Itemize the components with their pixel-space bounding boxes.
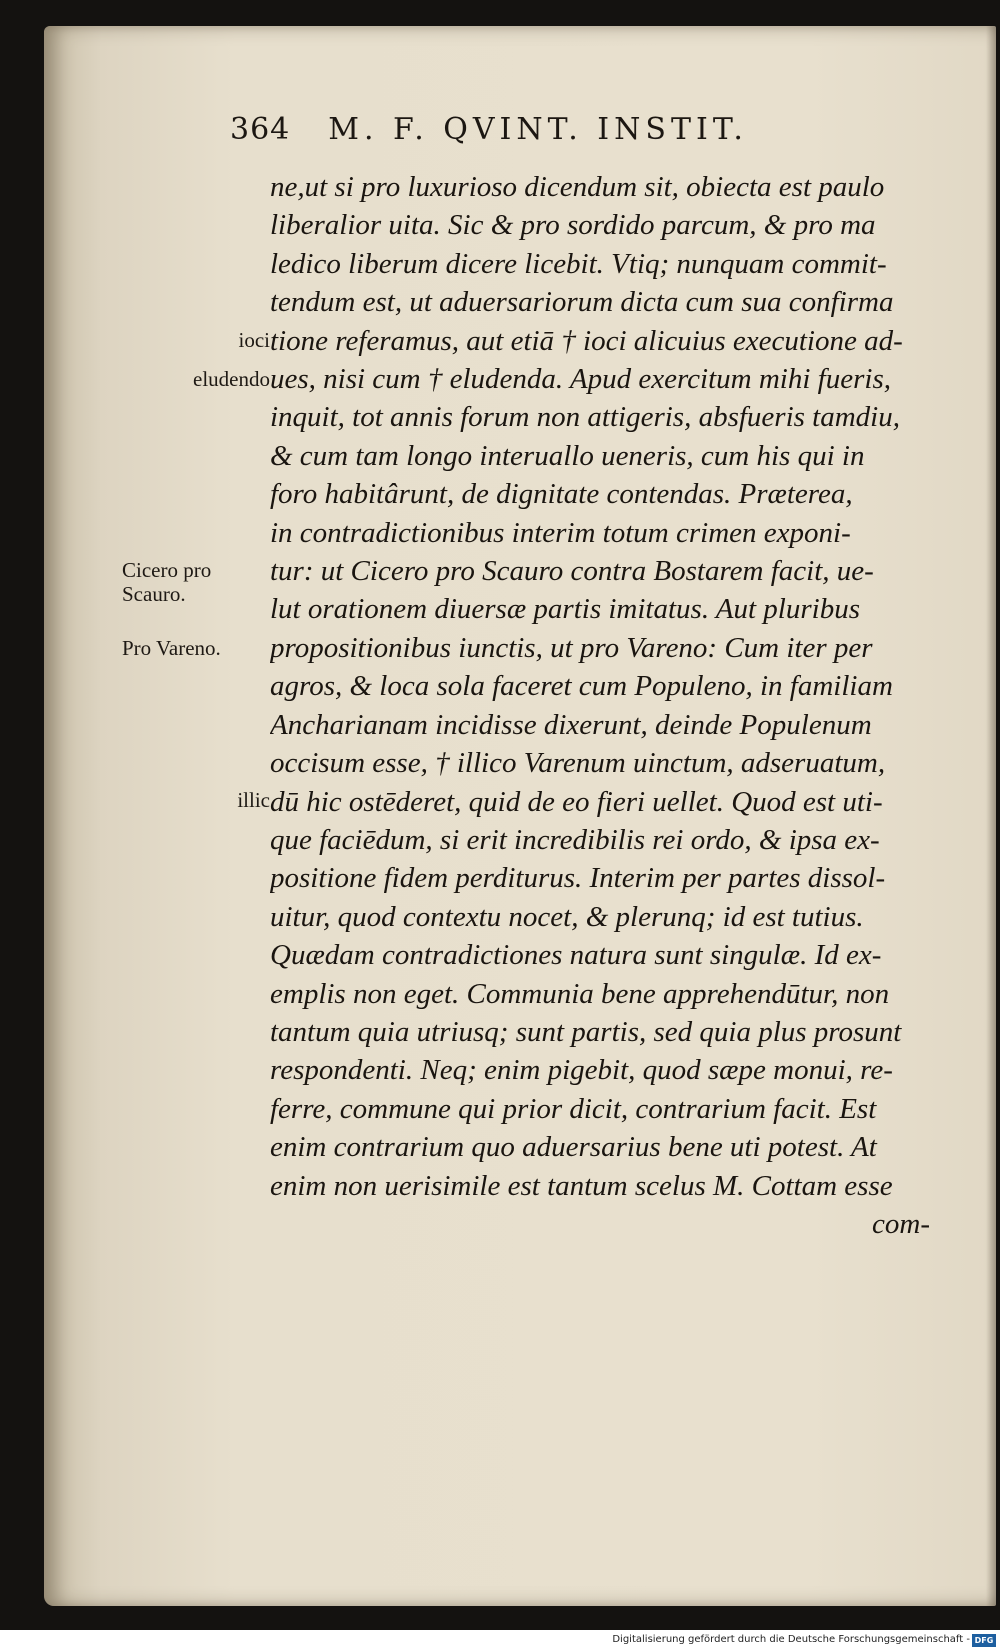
text-line: emplis non eget. Communia bene apprehendūtur, non	[270, 977, 890, 1010]
text-line: propositionibus iunctis, ut pro Vareno: Cum iter per	[270, 631, 873, 664]
page-edge-shadow	[986, 26, 996, 1606]
page-number: 364	[230, 112, 291, 147]
catchword: com-	[872, 1207, 930, 1240]
funding-credit: Digitalisierung gefördert durch die Deutsche Forschungsgemeinschaft -	[612, 1634, 970, 1645]
text-line: & cum tam longo interuallo ueneris, cum his qui in	[270, 439, 865, 472]
running-header	[230, 112, 880, 147]
text-line: Quædam contradictiones natura sunt singulæ. Id ex-	[270, 939, 882, 972]
text-line: lut orationem diuersæ partis imitatus. Aut pluribus	[270, 593, 860, 626]
text-line: ferre, commune qui prior dicit, contrarium facit. Est	[270, 1092, 877, 1125]
text-line: occisum esse, † illico Varenum uinctum, adseruatum,	[270, 747, 886, 780]
margin-note-ioci: ioci	[238, 328, 270, 352]
text-line: dū hic ostēderet, quid de eo fieri uellet. Quod est uti-	[270, 785, 883, 818]
text-line: ledico liberum dicere licebit. Vtiq; nunquam commit-	[270, 247, 887, 280]
text-line: positione fidem perditurus. Interim per partes dissol-	[270, 862, 886, 895]
body-text	[270, 168, 930, 1243]
margin-note-pro-vareno: Pro Vareno.	[122, 636, 221, 660]
text-line: tantum quia utriusq; sunt partis, sed quia plus prosunt	[270, 1015, 902, 1048]
digitization-footer	[0, 1630, 1000, 1651]
text-line: tendum est, ut aduersariorum dicta cum sua confirma	[270, 286, 894, 319]
text-line: in contradictionibus interim totum crimen exponi-	[270, 516, 851, 549]
text-line: foro habitârunt, de dignitate contendas. Præterea,	[270, 478, 853, 511]
text-line: enim non uerisimile est tantum scelus M. Cottam esse	[270, 1169, 893, 1202]
margin-note-eludendo: eludendo	[193, 367, 270, 391]
text-line: tur: ut Cicero pro Scauro contra Bostarem facit, ue-	[270, 555, 874, 588]
running-title: M. F. QVINT. INSTIT.	[328, 112, 748, 147]
text-line: respondenti. Neq; enim pigebit, quod sæpe monui, re-	[270, 1054, 893, 1087]
text-line: ne,ut si pro luxurioso dicendum sit, obiecta est paulo	[270, 171, 885, 203]
text-line: tione referamus, aut etiā † ioci alicuius executione ad-	[270, 324, 903, 357]
text-line: que faciēdum, si erit incredibilis rei ordo, & ipsa ex-	[270, 823, 880, 856]
text-line: liberalior uita. Sic & pro sordido parcum, & pro ma	[270, 209, 876, 242]
text-line: agros, & loca sola faceret cum Populeno, in familiam	[270, 670, 893, 703]
dfg-logo-icon: DFG	[972, 1634, 996, 1647]
text-line: inquit, tot annis forum non attigeris, absfueris tamdiu,	[270, 401, 900, 434]
margin-note-cicero-pro-scauro: Cicero pro Scauro.	[122, 558, 212, 606]
text-line: enim contrarium quo aduersarius bene uti potest. At	[270, 1131, 877, 1164]
margin-note-illic: illic	[237, 788, 270, 812]
text-line: Ancharianam incidisse dixerunt, deinde Populenum	[270, 708, 872, 741]
text-line: uitur, quod contextu nocet, & plerunq; id est tutius.	[270, 900, 864, 933]
text-line: ues, nisi cum † eludenda. Apud exercitum mihi fueris,	[270, 363, 891, 396]
